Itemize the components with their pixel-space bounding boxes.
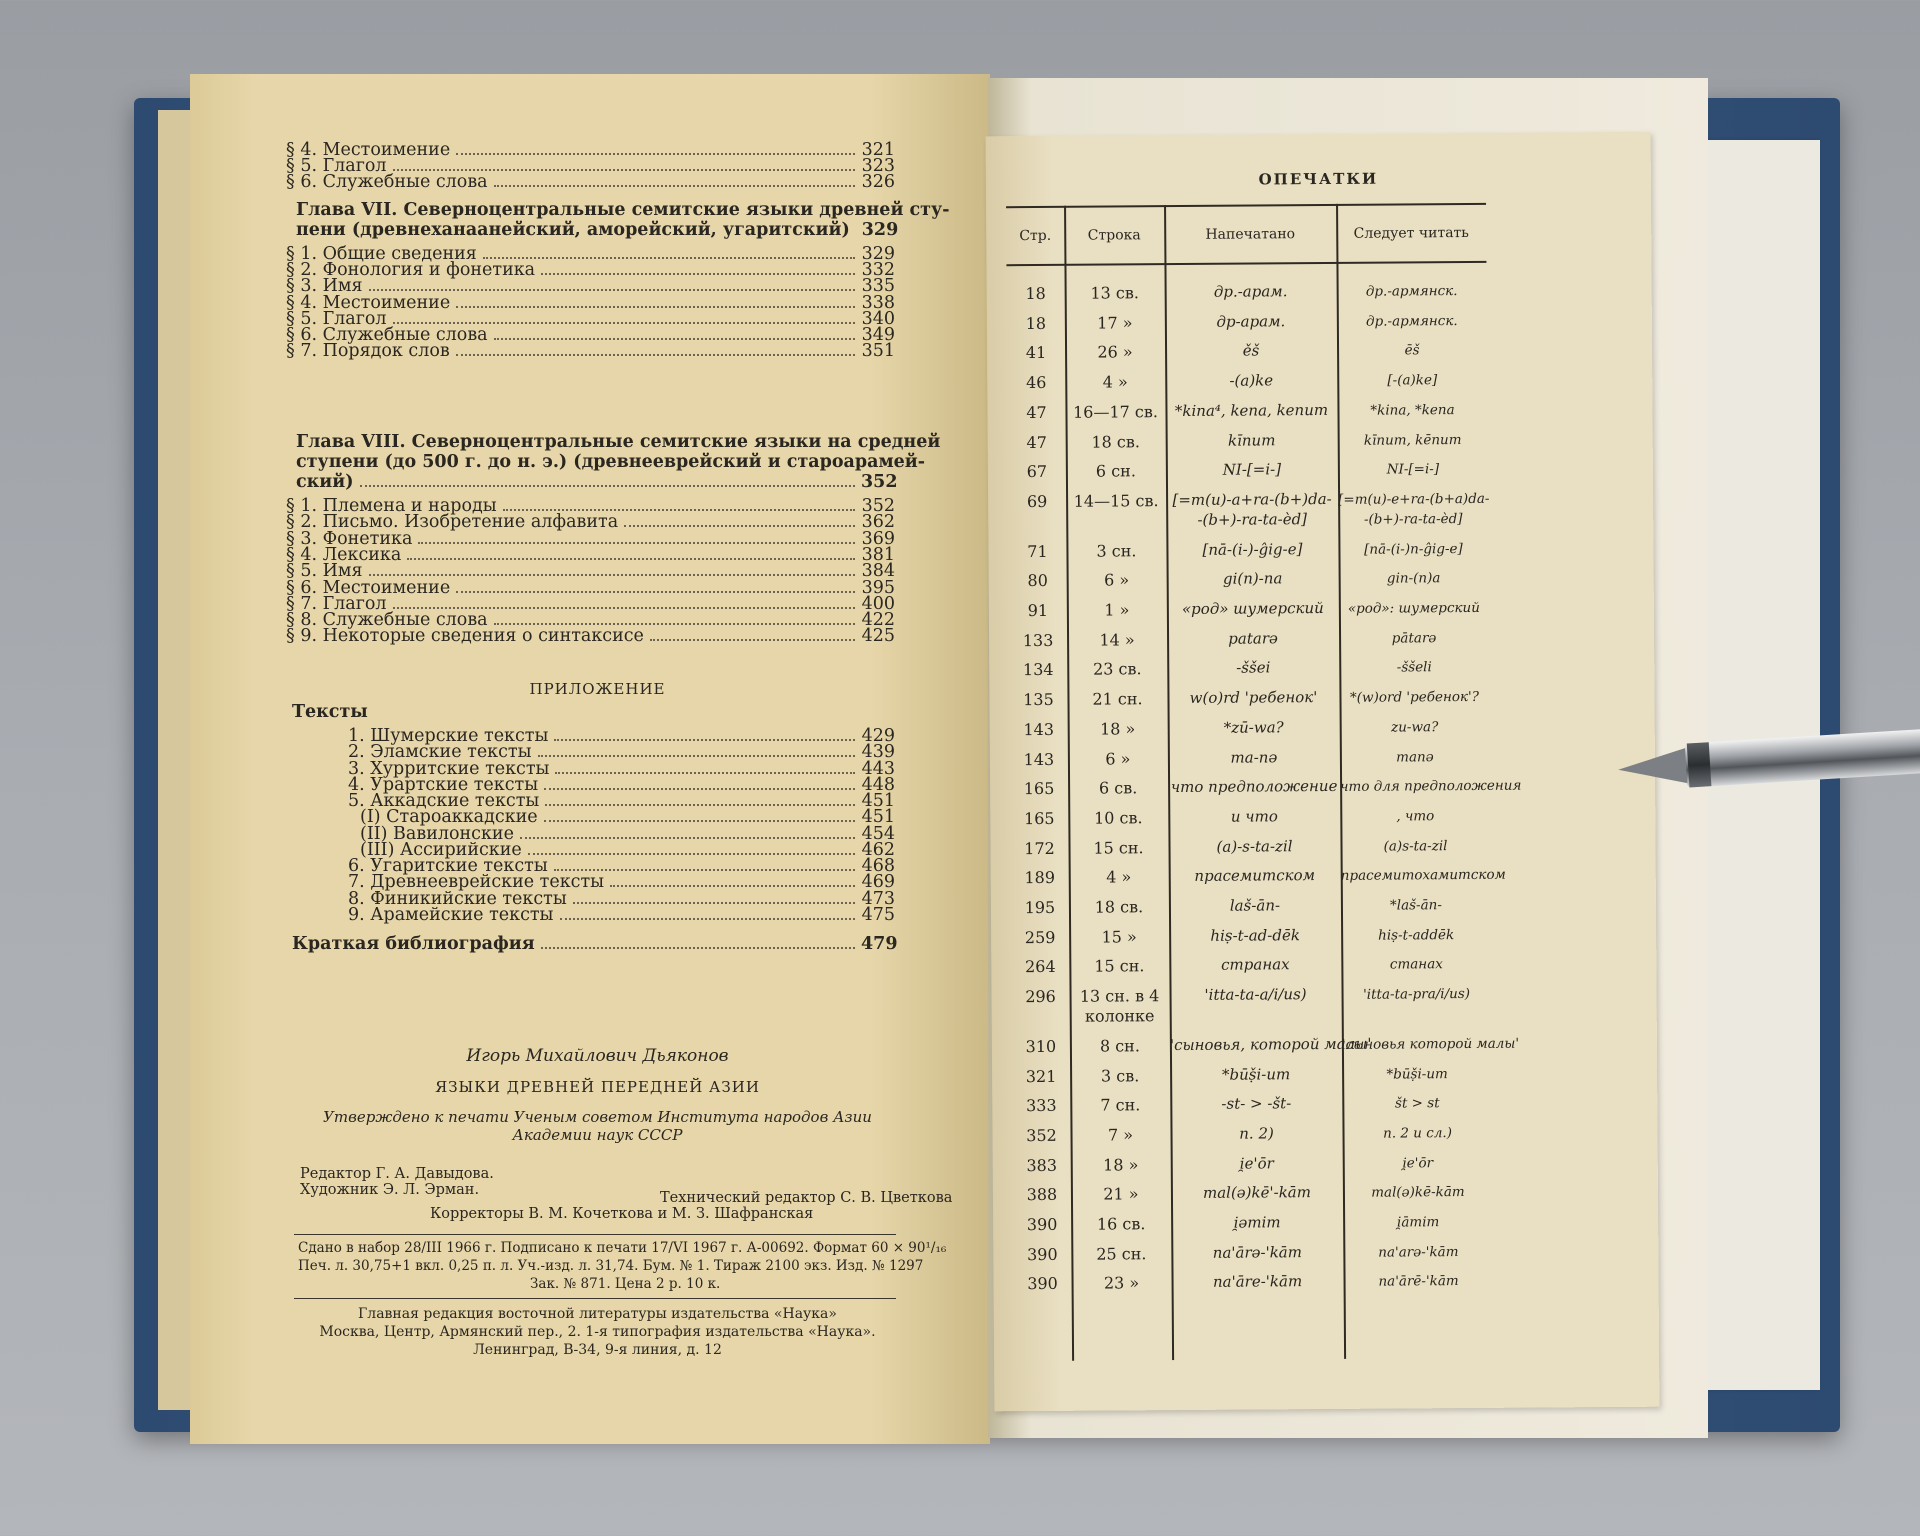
errata-read: gin-(n)a xyxy=(1386,570,1441,587)
leader-dots xyxy=(541,947,855,949)
errata-page: 134 xyxy=(1022,660,1054,680)
toc-entry-label: § 1. Племена и народы xyxy=(286,496,497,516)
errata-printed: 'itta-ta-a/i/us) xyxy=(1204,985,1307,1004)
toc-page-number: 443 xyxy=(861,758,895,779)
errata-slip xyxy=(986,132,1660,1412)
toc-entry-label: § 2. Письмо. Изобретение алфавита xyxy=(286,512,619,533)
errata-read: *laš-ān- xyxy=(1389,897,1442,914)
errata-read: что для предположения xyxy=(1340,777,1522,796)
errata-printed: na'āre-'kām xyxy=(1212,1272,1303,1292)
errata-read: kīnum, kēnum xyxy=(1363,431,1462,449)
errata-read: , что xyxy=(1396,808,1435,825)
errata-page: 333 xyxy=(1025,1096,1057,1116)
errata-read: 'itta-ta-pra/i/us) xyxy=(1363,986,1471,1003)
toc-page-number: 352 xyxy=(861,496,895,516)
toc-entry-label: (I) Староаккадские xyxy=(360,807,538,828)
left-page xyxy=(190,74,990,1444)
toc-entry-label: § 7. Глагол xyxy=(286,593,387,614)
proofreaders: Корректоры В. М. Кочеткова и М. З. Шафранская xyxy=(430,1206,814,1222)
errata-printed: gi(n)-na xyxy=(1222,569,1283,588)
errata-page: 259 xyxy=(1024,927,1056,947)
author-name: Игорь Михайлович Дьяконов xyxy=(466,1046,729,1066)
leader-dots xyxy=(456,591,855,593)
leader-dots xyxy=(494,338,855,340)
leader-dots xyxy=(610,885,855,887)
toc-entry-label: 9. Арамейские тексты xyxy=(348,904,554,925)
errata-read: п. 2 и сл.) xyxy=(1383,1124,1453,1142)
errata-line: 16 св. xyxy=(1096,1214,1146,1234)
errata-page: 46 xyxy=(1026,373,1047,393)
toc-page-number: 329 xyxy=(861,244,895,264)
leader-dots xyxy=(393,607,855,609)
toc-page-number: 469 xyxy=(861,872,895,893)
toc-page-number: 473 xyxy=(861,888,895,909)
errata-read: *būṣ̌i-um xyxy=(1386,1065,1448,1083)
errata-printed: [nā-(i-)-ĝig-e] xyxy=(1202,539,1303,559)
toc-page-number: 479 xyxy=(861,934,898,954)
errata-page: 67 xyxy=(1026,462,1048,482)
errata-printed: ěš xyxy=(1242,341,1260,360)
section-heading: Тексты xyxy=(292,702,368,722)
leader-dots xyxy=(538,755,855,757)
toc-page-number: 462 xyxy=(861,839,895,860)
errata-line: 13 св. xyxy=(1090,283,1139,303)
errata-read: *kina, *kena xyxy=(1370,401,1455,419)
errata-line: колонке xyxy=(1084,1006,1155,1026)
errata-line: 15 » xyxy=(1101,926,1137,947)
leader-dots xyxy=(407,558,855,560)
errata-line: 18 » xyxy=(1103,1154,1139,1175)
leader-dots xyxy=(483,257,855,259)
errata-read: na'arə-'kām xyxy=(1378,1243,1459,1261)
toc-entry-label: § 5. Глагол xyxy=(286,156,387,176)
errata-read: hiṣ-t-addēk xyxy=(1378,926,1455,944)
leader-dots xyxy=(393,169,855,171)
errata-read: -(b+)-ra-ta-èd] xyxy=(1363,510,1463,528)
toc-entry-label: § 5. Глагол xyxy=(286,308,387,329)
chapter-heading: Глава VIII. Северноцентральные семитские языки на средней xyxy=(296,432,941,452)
toc-page-number: 349 xyxy=(861,325,895,345)
errata-line: 7 » xyxy=(1107,1125,1134,1145)
errata-page: 388 xyxy=(1026,1185,1058,1205)
errata-printed: -st- > -št- xyxy=(1221,1094,1292,1113)
leader-dots xyxy=(554,869,855,871)
print-info: Сдано в набор 28/III 1966 г. Подписано к печати 17/VI 1967 г. А-00692. Формат 60 × 90¹/₁₆ xyxy=(298,1240,947,1256)
toc-page-number: 338 xyxy=(861,292,895,313)
errata-line: 14—15 св. xyxy=(1073,491,1159,511)
errata-read: станах xyxy=(1389,956,1443,973)
errata-table xyxy=(986,132,1660,1412)
errata-line: 15 сн. xyxy=(1094,956,1145,976)
errata-printed: -ššei xyxy=(1236,658,1271,677)
errata-read: [nā-(i-)n-ĝig-e] xyxy=(1364,540,1463,558)
toc-entry-label: § 8. Служебные слова xyxy=(286,610,488,631)
errata-printed: mal(ə)kē'-kām xyxy=(1202,1183,1311,1203)
errata-read: 'сыновья которой малы' xyxy=(1341,1035,1520,1053)
errata-line: 18 св. xyxy=(1094,897,1144,917)
leader-dots xyxy=(456,354,855,356)
errata-page: 41 xyxy=(1025,343,1047,363)
errata-page: 310 xyxy=(1025,1036,1057,1056)
leader-dots xyxy=(369,289,856,291)
toc-entry-label: § 4. Местоимение xyxy=(286,292,451,313)
errata-printed: 'сыновья, которой малы' xyxy=(1169,1034,1372,1054)
errata-page: 91 xyxy=(1027,600,1049,621)
toc-page-number: 335 xyxy=(861,276,895,297)
toc-page-number: 451 xyxy=(861,791,895,811)
editor: Редактор Г. А. Давыдова. xyxy=(300,1166,494,1182)
toc-page-number: 362 xyxy=(861,512,895,533)
errata-read: zu-wa? xyxy=(1391,718,1439,736)
toc-page-number: 329 xyxy=(861,220,899,240)
errata-line: 6 » xyxy=(1104,570,1130,590)
toc-entry-label: 6. Угаритские тексты xyxy=(348,856,548,876)
errata-line: 6 сн. xyxy=(1095,461,1136,481)
errata-page: 264 xyxy=(1025,957,1056,977)
print-info: Зак. № 871. Цена 2 р. 10 к. xyxy=(530,1276,721,1292)
errata-printed: laš-ān- xyxy=(1229,896,1281,915)
toc-page-number: 429 xyxy=(861,726,895,746)
errata-printed: w(o)rd 'ребенок' xyxy=(1189,688,1318,708)
leader-dots xyxy=(393,322,855,324)
toc-entry xyxy=(292,934,898,954)
header-read: Следует читать xyxy=(1353,224,1469,242)
errata-line: 7 сн. xyxy=(1100,1095,1141,1115)
errata-printed: ma-nə xyxy=(1230,747,1278,767)
errata-line: 17 » xyxy=(1097,313,1133,333)
toc-page-number: 323 xyxy=(861,156,895,176)
errata-line: 18 св. xyxy=(1091,431,1141,452)
print-info: Печ. л. 30,75+1 вкл. 0,25 п. л. Уч.-изд. л. 31,74. Бум. № 1. Тираж 2100 экз. Изд. № 1297 xyxy=(298,1258,924,1274)
errata-read: na'ārē-'kām xyxy=(1378,1273,1459,1291)
errata-line: 13 сн. в 4 xyxy=(1079,986,1160,1006)
errata-printed: -(b+)-ra-ta-èd] xyxy=(1197,509,1308,529)
errata-line: 23 » xyxy=(1103,1273,1140,1293)
errata-line: 15 сн. xyxy=(1093,837,1144,858)
toc-entry-label: § 6. Служебные слова xyxy=(286,172,488,192)
errata-page: 143 xyxy=(1023,749,1055,769)
toc-page-number: 451 xyxy=(861,807,895,828)
errata-printed: *kina⁴, kena, kenum xyxy=(1174,400,1329,420)
errata-line: 10 св. xyxy=(1094,808,1143,828)
errata-page: 390 xyxy=(1026,1214,1058,1235)
toc-entry-label: § 6. Местоимение xyxy=(286,577,451,598)
toc-page-number: 425 xyxy=(861,626,895,647)
toc-page-number: 326 xyxy=(861,172,895,192)
errata-read: mal(ə)kē-kām xyxy=(1371,1184,1465,1201)
header-printed: Напечатано xyxy=(1205,226,1296,243)
errata-line: 21 сн. xyxy=(1092,689,1143,709)
errata-read: прасемитохамитском xyxy=(1340,867,1506,885)
leader-dots xyxy=(541,273,855,275)
errata-page: 321 xyxy=(1025,1066,1057,1086)
errata-read: [=m(u)-e+ra-(b+a)da- xyxy=(1338,490,1490,508)
errata-page: 189 xyxy=(1024,868,1056,888)
pen-tip xyxy=(1617,748,1689,788)
leader-dots xyxy=(456,153,855,155)
toc-entry-label: § 7. Порядок слов xyxy=(286,341,450,362)
toc-entry-label: 3. Хурритские тексты xyxy=(348,758,550,779)
toc-page-number: 369 xyxy=(861,528,895,549)
toc-page-number: 351 xyxy=(861,341,895,362)
errata-printed: NI-[=i-] xyxy=(1222,460,1282,479)
errata-line: 23 св. xyxy=(1092,659,1142,679)
toc-entry-label: пени (древнеханаанейский, аморейский, угаритский) xyxy=(296,220,850,240)
errata-read: др.-армянск. xyxy=(1365,283,1458,300)
leader-dots xyxy=(456,306,855,308)
leader-dots xyxy=(369,574,856,576)
toc-entry-label: 7. Древнееврейские тексты xyxy=(348,872,605,893)
leader-dots xyxy=(418,542,855,544)
toc-page-number: 422 xyxy=(861,610,895,631)
header-rule xyxy=(1006,203,1486,208)
leader-dots xyxy=(650,639,855,641)
toc-entry-label: § 4. Местоимение xyxy=(286,140,451,160)
toc-entry-label: 1. Шумерские тексты xyxy=(348,726,549,746)
errata-page: 18 xyxy=(1025,283,1046,304)
errata-line: 26 » xyxy=(1097,342,1133,362)
errata-line: 6 св. xyxy=(1098,778,1138,798)
errata-line: 18 » xyxy=(1100,719,1136,739)
errata-line: 14 » xyxy=(1099,629,1135,650)
errata-read: št > st xyxy=(1394,1095,1440,1112)
errata-printed: *būṣ̌i-um xyxy=(1221,1064,1291,1084)
errata-printed: i̯e'ōr xyxy=(1239,1153,1274,1173)
errata-printed: странах xyxy=(1221,955,1290,975)
toc-page-number: 439 xyxy=(861,742,895,763)
toc-page-number: 468 xyxy=(861,856,895,876)
errata-read: -ššeli xyxy=(1396,659,1432,676)
errata-page: 383 xyxy=(1026,1155,1058,1175)
errata-page: 133 xyxy=(1022,630,1054,650)
errata-printed: «род» шумерский xyxy=(1181,598,1324,618)
errata-printed: na'ārə-'kām xyxy=(1212,1242,1302,1262)
header-line: Строка xyxy=(1087,227,1141,244)
chapter-heading: Глава VII. Северноцентральные семитские языки древней сту- xyxy=(296,200,950,220)
leader-dots xyxy=(555,772,855,774)
toc-entry-label: 8. Финикийские тексты xyxy=(348,888,567,909)
artist: Художник Э. Л. Эрман. xyxy=(300,1182,480,1198)
errata-read: ēš xyxy=(1404,342,1420,359)
leader-dots xyxy=(554,739,855,741)
errata-printed: *zū-wa? xyxy=(1223,718,1284,737)
toc-page-number: 332 xyxy=(861,260,895,281)
leader-dots xyxy=(544,820,855,822)
errata-page: 165 xyxy=(1023,779,1055,799)
leader-dots xyxy=(503,509,855,511)
errata-line: 8 сн. xyxy=(1099,1036,1140,1056)
toc-page-number: 352 xyxy=(861,472,898,492)
toc-page-number: 321 xyxy=(861,140,895,160)
toc-page-number: 340 xyxy=(861,308,895,329)
toc-entry-label: Краткая библиография xyxy=(292,934,535,954)
tech-editor: Технический редактор С. В. Цветкова xyxy=(660,1190,953,1206)
approval-line: Утверждено к печати Ученым советом Института народов Азии xyxy=(323,1108,872,1126)
errata-line: 16—17 св. xyxy=(1072,401,1158,422)
errata-read: i̯āmim xyxy=(1396,1214,1440,1231)
toc-entry-label: 4. Урартские тексты xyxy=(348,774,539,795)
errata-printed: прасемитском xyxy=(1194,866,1316,886)
toc-entry xyxy=(348,905,895,925)
errata-read: (a)s-ta-zil xyxy=(1383,837,1448,855)
errata-page: 172 xyxy=(1024,838,1055,858)
toc-page-number: 400 xyxy=(861,593,895,614)
errata-printed: п. 2) xyxy=(1239,1124,1274,1143)
leader-dots xyxy=(560,918,856,920)
toc-entry xyxy=(296,220,899,240)
errata-page: 165 xyxy=(1023,808,1055,828)
leader-dots xyxy=(624,525,855,527)
errata-printed: patarə xyxy=(1228,628,1278,648)
errata-line: 1 » xyxy=(1104,600,1130,620)
leader-dots xyxy=(544,788,855,790)
toc-page-number: 475 xyxy=(861,904,895,925)
leader-dots xyxy=(573,902,855,904)
errata-read: [-(a)ke] xyxy=(1387,372,1438,389)
errata-printed: i̯əmim xyxy=(1233,1213,1281,1232)
toc-entry-label: 2. Эламские тексты xyxy=(348,742,532,763)
errata-page: 195 xyxy=(1024,897,1056,918)
errata-title: ОПЕЧАТКИ xyxy=(1258,169,1379,189)
errata-page: 296 xyxy=(1025,986,1056,1007)
errata-page: 352 xyxy=(1026,1125,1057,1145)
toc-entry-label: 5. Аккадские тексты xyxy=(348,791,540,811)
toc-page-number: 454 xyxy=(861,823,895,844)
errata-line: 21 » xyxy=(1103,1184,1139,1204)
errata-printed: что предположение xyxy=(1170,777,1338,797)
toc-entry-label: § 3. Имя xyxy=(286,276,363,297)
errata-page: 69 xyxy=(1026,491,1048,511)
errata-printed: -(a)ke xyxy=(1229,371,1274,390)
toc-entry-label: ский) xyxy=(296,472,354,492)
leader-dots xyxy=(545,804,855,806)
toc-entry-label: § 2. Фонология и фонетика xyxy=(286,260,536,281)
errata-page: 47 xyxy=(1026,432,1047,452)
toc-entry-label: § 9. Некоторые сведения о синтаксисе xyxy=(286,626,644,647)
toc-page-number: 384 xyxy=(861,561,895,582)
toc-page-number: 448 xyxy=(861,774,895,795)
errata-page: 80 xyxy=(1027,571,1048,591)
errata-line: 4 » xyxy=(1102,372,1128,392)
errata-read: i̯e'ōr xyxy=(1402,1154,1434,1172)
toc-entry-label: § 4. Лексика xyxy=(286,544,402,565)
toc-entry-label: § 6. Служебные слова xyxy=(286,325,488,345)
toc-entry-label: (II) Вавилонские xyxy=(360,823,514,844)
toc-entry xyxy=(286,172,895,192)
header-rule xyxy=(1006,261,1486,266)
publisher-line: Москва, Центр, Армянский пер., 2. 1-я типография издательства «Наука». xyxy=(319,1324,876,1340)
publisher-line: Ленинград, В-34, 9-я линия, д. 12 xyxy=(473,1342,722,1358)
errata-read: «род»: шумерский xyxy=(1347,599,1480,617)
pen-band xyxy=(1687,742,1712,787)
errata-printed: kīnum xyxy=(1227,430,1276,450)
separator xyxy=(294,1234,896,1235)
book-title: ЯЗЫКИ ДРЕВНЕЙ ПЕРЕДНЕЙ АЗИИ xyxy=(435,1078,760,1096)
separator xyxy=(294,1298,896,1299)
errata-read: др.-армянск. xyxy=(1365,312,1458,330)
toc-entry-label: § 5. Имя xyxy=(286,561,363,582)
toc-entry xyxy=(296,472,898,492)
toc-entry xyxy=(286,341,895,361)
errata-page: 135 xyxy=(1023,689,1054,710)
toc-entry-label: (III) Ассирийские xyxy=(360,839,522,860)
appendix-title: ПРИЛОЖЕНИЕ xyxy=(529,680,666,698)
toc-entry-label: § 3. Фонетика xyxy=(286,528,413,549)
publisher-line: Главная редакция восточной литературы издательства «Наука» xyxy=(358,1306,837,1322)
errata-page: 390 xyxy=(1027,1274,1058,1294)
errata-printed: и что xyxy=(1230,807,1278,826)
errata-printed: др.-арам. xyxy=(1213,282,1288,301)
errata-page: 143 xyxy=(1023,719,1055,739)
errata-printed: др-арам. xyxy=(1216,311,1286,331)
errata-page: 47 xyxy=(1026,402,1047,422)
errata-page: 18 xyxy=(1025,313,1047,333)
errata-line: 3 св. xyxy=(1100,1065,1140,1086)
chapter-heading: ступени (до 500 г. до н. э.) (древнееврейский и староарамей- xyxy=(296,452,926,472)
errata-read: NI-[=i-] xyxy=(1386,461,1440,478)
errata-read: *(w)ord 'ребенок'? xyxy=(1349,688,1480,706)
errata-line: 25 сн. xyxy=(1096,1243,1147,1264)
errata-line: 4 » xyxy=(1106,867,1132,887)
errata-read: manə xyxy=(1396,748,1434,765)
errata-printed: hiṣ-t-ad-dēk xyxy=(1210,925,1300,945)
header-page: Стр. xyxy=(1019,227,1052,245)
leader-dots xyxy=(528,853,855,855)
approval-line: Академии наук СССР xyxy=(512,1126,683,1144)
toc-page-number: 395 xyxy=(861,577,895,598)
toc-entry xyxy=(286,626,895,646)
errata-page: 390 xyxy=(1027,1244,1058,1264)
leader-dots xyxy=(494,623,855,625)
errata-line: 6 » xyxy=(1105,748,1131,769)
errata-printed: (a)-s-ta-zil xyxy=(1216,836,1293,856)
leader-dots xyxy=(520,837,855,839)
leader-dots xyxy=(360,485,855,487)
leader-dots xyxy=(494,185,855,187)
toc-page-number: 381 xyxy=(861,544,895,565)
errata-read: pātarə xyxy=(1391,629,1437,647)
toc-entry-label: § 1. Общие сведения xyxy=(286,244,477,264)
errata-line: 3 сн. xyxy=(1096,540,1137,561)
errata-page: 71 xyxy=(1027,541,1048,561)
errata-printed: [=m(u)-a+ra-(b+)da- xyxy=(1172,489,1332,509)
